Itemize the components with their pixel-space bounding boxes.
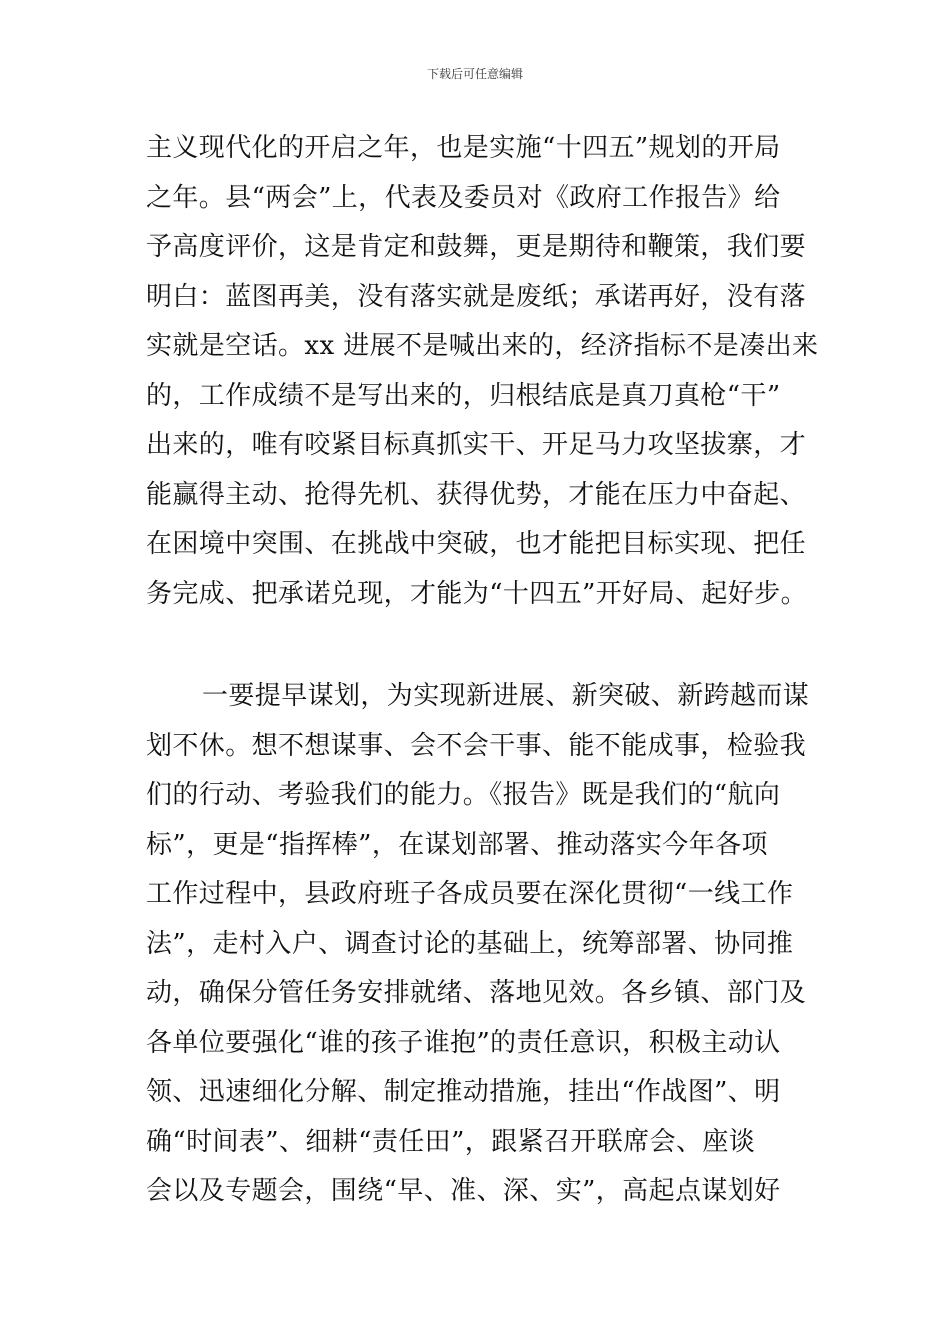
text-line: 一要提早谋划，为实现新进展、新突破、新跨越而谋: [202, 681, 810, 711]
text-line: 实就是空话。xx 进展不是喊出来的，经济指标不是凑出来: [146, 331, 819, 361]
paragraph-1: [146, 124, 818, 619]
text-line: 的，工作成绩不是写出来的，归根结底是真刀真枪“干”: [146, 380, 781, 411]
text-line: 会以及专题会，围绕“早、准、深、实”，高起点谋划好: [146, 1176, 781, 1206]
paragraph-2: [146, 672, 818, 1217]
text-line: 在困境中突围、在挑战中突破，也才能把目标实现、把任: [146, 529, 807, 559]
text-line: 工作过程中，县政府班子各成员要在深化贯彻“一线工作: [146, 879, 794, 909]
text-line: 们的行动、考验我们的能力。《报告》既是我们的“航向: [146, 780, 781, 810]
text-line: 划不休。想不想谋事、会不会干事、能不能成事，检验我: [146, 730, 807, 761]
text-line: 领、迅速细化分解、制定推动措施，挂出“作战图”、明: [146, 1077, 781, 1107]
text-line: 能赢得主动、抢得先机、获得优势，才能在压力中奋起、: [146, 479, 807, 510]
text-line: 明白：蓝图再美，没有落实就是废纸；承诺再好，没有落: [146, 281, 807, 312]
text-line: 动，确保分管任务安排就绪、落地见效。各乡镇、部门及: [146, 978, 807, 1008]
text-line: 主义现代化的开启之年，也是实施“十四五”规划的开局: [146, 133, 781, 163]
page-header: 下载后可任意编辑: [426, 67, 523, 81]
text-line: 法”，走村入户、调查讨论的基础上，统筹部署、协同推: [146, 928, 794, 959]
text-line: 确“时间表”、细耕“责任田”，跟紧召开联席会、座谈: [146, 1126, 756, 1157]
text-line: 之年。县“两会”上，代表及委员对《政府工作报告》给: [146, 182, 781, 213]
text-line: 务完成、把承诺兑现，才能为“十四五”开好局、起好步。: [146, 578, 807, 609]
text-line: 标”，更是“指挥棒”，在谋划部署、推动落实今年各项: [146, 829, 768, 860]
text-line: 予高度评价，这是肯定和鼓舞，更是期待和鞭策，我们要: [146, 232, 807, 262]
text-line: 出来的，唯有咬紧目标真抓实干、开足马力攻坚拔寨，才: [146, 430, 807, 460]
text-line: 各单位要强化“谁的孩子谁抱”的责任意识，积极主动认: [146, 1027, 781, 1058]
